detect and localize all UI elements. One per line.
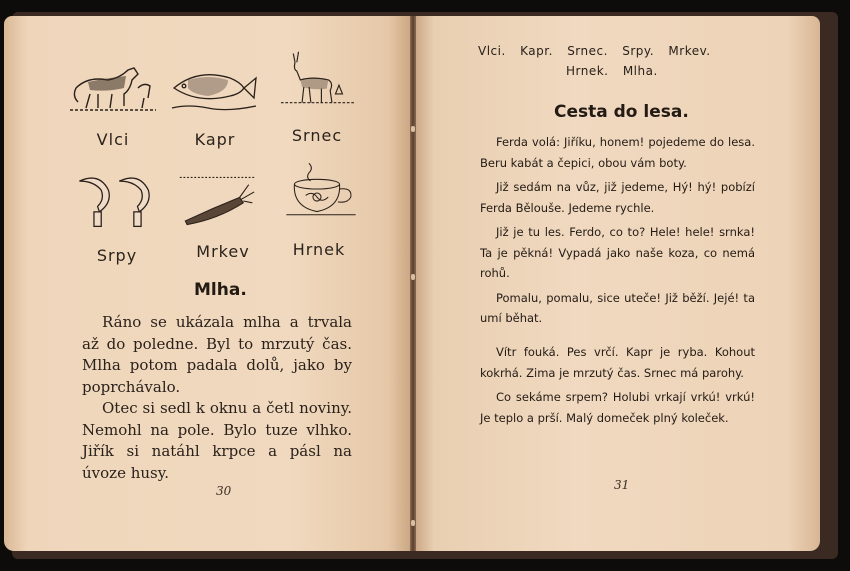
- carrot-icon: [172, 172, 262, 230]
- paragraph: Vítr fouká. Pes vrčí. Kapr je ryba. Kohout kokrhá. Zima je mrzutý čas. Srnec má parohy.: [480, 345, 755, 380]
- caption-srnec: Srnec: [291, 126, 343, 145]
- paragraph: Již je tu les. Ferdo, co to? Hele! hele! srnka! Ta je pěkná! Vypadá jako naše koza, co nemá rohů.: [480, 225, 755, 280]
- page-number-left: 30: [216, 484, 232, 498]
- sickle-icon: [68, 172, 158, 230]
- paragraph: Ráno se ukázala mlha a trvala až do poledne. Byl to mrzutý čas. Mlha potom padala dolů, jako by poprchávalo.: [82, 313, 352, 396]
- caption-hrnek: Hrnek: [292, 240, 346, 259]
- paragraph: Co sekáme srpem? Holubi vrkají vrkú! vrkú! Je teplo a prší. Malý domeček plný koleček.: [480, 390, 755, 425]
- caption-kapr: Kapr: [194, 130, 236, 149]
- deer-icon: [272, 50, 362, 108]
- right-page-title: Cesta do lesa.: [554, 102, 689, 122]
- binding-stitch: [411, 126, 415, 132]
- fish-icon: [168, 58, 258, 116]
- binding-stitch: [411, 520, 415, 526]
- book-gutter: [410, 16, 416, 551]
- binding-stitch: [411, 274, 415, 280]
- wolf-icon: [68, 58, 158, 116]
- caption-mrkev: Mrkev: [196, 242, 250, 261]
- word-list-line-1: Vlci. Kapr. Srnec. Srpy. Mrkev.: [478, 44, 711, 58]
- paragraph: Pomalu, pomalu, sice uteče! Již běží. Jejé! ta umí běhat.: [480, 290, 755, 325]
- right-page-text-1: [480, 132, 755, 333]
- caption-srpy: Srpy: [96, 246, 138, 265]
- left-page-title: Mlha.: [194, 280, 247, 300]
- paragraph: Ferda volá: Jiříku, honem! pojedeme do lesa. Beru kabát a čepici, obou vám boty.: [480, 135, 755, 170]
- paragraph: Již sedám na vůz, již jedeme, Hý! hý! pobízí Ferda Běloušе. Jedeme rychle.: [480, 180, 755, 215]
- pot-icon: [276, 160, 366, 218]
- word-list-line-2: Hrnek. Mlha.: [566, 64, 658, 78]
- caption-vlci: Vlci: [96, 130, 130, 149]
- page-number-right: 31: [614, 478, 630, 492]
- right-page-text-2: [480, 342, 755, 432]
- left-page-text: [82, 312, 352, 484]
- paragraph: Otec si sedl k oknu a četl noviny. Nemohl na pole. Bylo tuze vlhko. Jiřík si natáhl krpce a pásl na úvoze husy.: [82, 399, 352, 482]
